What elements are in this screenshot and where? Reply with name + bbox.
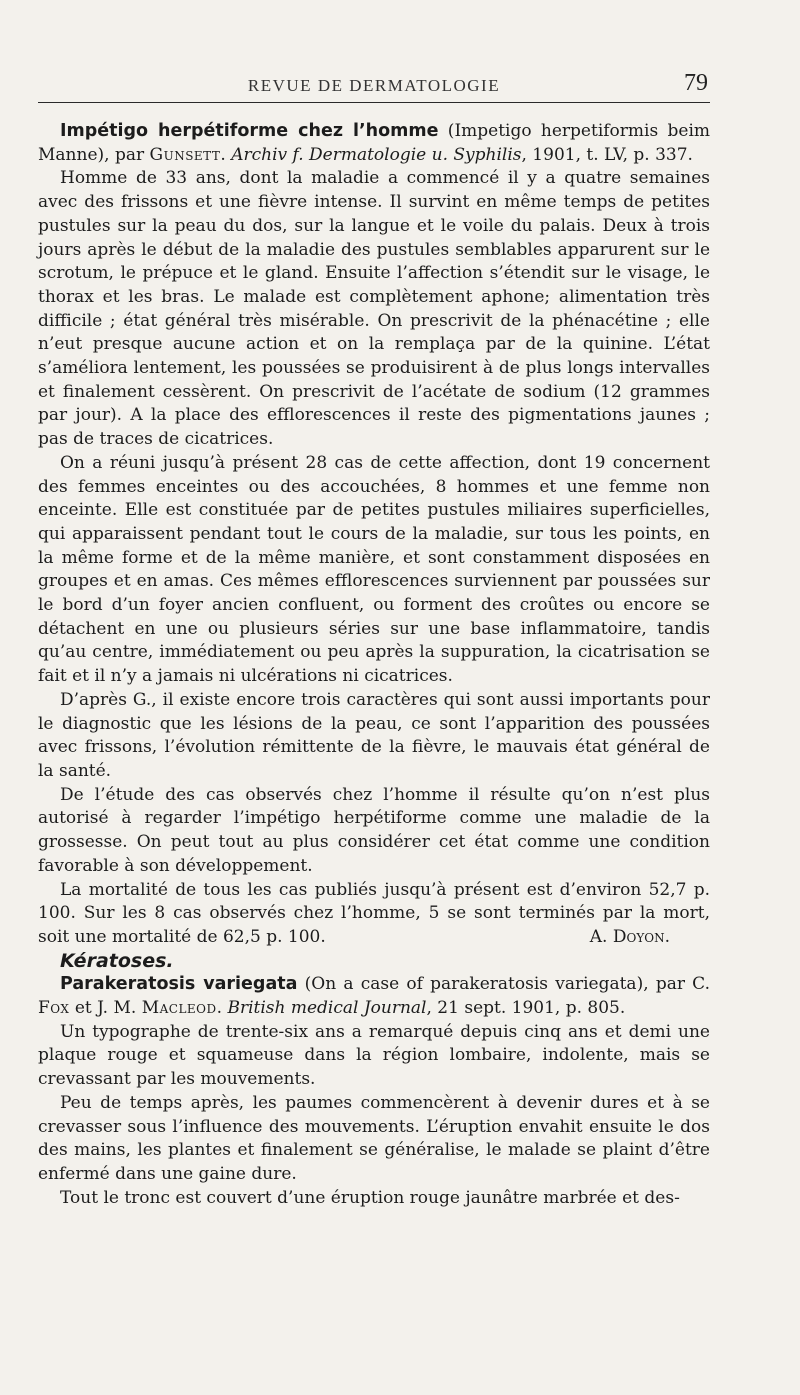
article-1-journal: Archiv f. Dermatologie u. Syphilis	[231, 144, 522, 165]
article-1-paragraph: On a réuni jusqu’à présent 28 cas de cette affection, dont 19 concernent des femmes enceintes ou des accouchées, 8 hommes et une femme non enceinte. Elle est constituée par de petites pustules miliaires superficielles, qui apparaissent pendant tout le cours de la maladie, sur tous les points, en la même forme et de la même manière, et sont constamment disposées en groupes et en amas. Ces mêmes efflorescences surviennent par poussées sur le bord d’un foyer ancien confluent, ou forment des croûtes ou encore se détachent en une ou plusieurs séries sur une base inflammatoire, tandis qu’au centre, immédiatement ou peu après la suppuration, la cicatrisation se fait et il n’y a jamais ni ulcérations ni cicatrices.	[38, 452, 710, 687]
section-title: Kératoses.	[60, 949, 174, 972]
article-2-title: Parakeratosis variegata	[60, 974, 298, 995]
article-1-last-paragraph	[38, 879, 710, 950]
article-2-paragraph: Un typographe de trente-six ans a remarqué depuis cinq ans et demi une plaque rouge et squameuse dans la région lombaire, indolente, mais se crevassant par les mouvements.	[38, 1021, 710, 1090]
article-1-heading	[38, 120, 710, 167]
article-1-paragraph-text: La mortalité de tous les cas publiés jusqu’à présent est d’environ 52,7 p. 100. Sur les 8 cas observés chez l’homme, 5 se sont terminés par la mort, soit une mortalité de 62,5 p. 100.	[38, 879, 710, 947]
article-2-author-1: Fox	[38, 998, 70, 1019]
article-2-subtitle: (On a case of parakeratosis variegata), par C.	[297, 974, 710, 995]
article-1-subtitle: (Impetigo herpetiformis beim Manne), par	[38, 121, 711, 165]
article-2-author-2: Macleod	[141, 998, 217, 1019]
page-header	[38, 72, 710, 103]
article-1-signature: A. Doyon.	[589, 926, 670, 947]
article-2-ref-sep: .	[216, 998, 228, 1019]
article-1-citation: , 1901, t. LV, p. 337.	[521, 144, 693, 165]
article-2-journal: British medical Journal	[227, 998, 427, 1019]
article-1-title: Impétigo herpétiforme chez l’homme	[60, 121, 439, 141]
article-2-citation: , 21 sept. 1901, p. 805.	[426, 998, 626, 1019]
article-2-heading	[38, 973, 710, 1020]
page-number: 79	[684, 70, 708, 96]
article-1-paragraph: Homme de 33 ans, dont la maladie a commencé il y a quatre semaines avec des frissons et une fièvre intense. Il survint en même temps de petites pustules sur la peau du dos, sur la langue et le voile du palais. Deux à trois jours après le début de la maladie des pustules semblables apparurent sur le scrotum, le prépuce et le gland. Ensuite l’affection s’étendit sur le visage, le thorax et les bras. Le malade est complètement aphone; alimentation très difficile ; état général très misérable. On prescrivit de la phénacétine ; elle n’eut presque aucune action et on la remplaça par de la quinine. L’état s’améliora lentement, les poussées se produisirent à de plus longs intervalles et finalement cessèrent. On prescrivit de l’acétate de sodium (12 grammes par jour). A la place des efflorescences il reste des pigmentations jaunes ; pas de traces de cicatrices.	[38, 168, 710, 450]
article-2-and: et J. M.	[69, 998, 142, 1019]
page-body	[38, 120, 710, 1210]
article-1-ref-sep: .	[220, 144, 232, 165]
article-2-paragraph: Tout le tronc est couvert d’une éruption rouge jaunâtre marbrée et des-	[60, 1187, 680, 1208]
article-1-author: Gunsett	[149, 144, 221, 165]
article-2-paragraph: Peu de temps après, les paumes commencèrent à devenir dures et à se crevasser sous l’influence des mouvements. L’éruption envahit ensuite le dos des mains, les plantes et finalement se généralise, le malade se plaint d’être enfermé dans une gaine dure.	[38, 1092, 710, 1184]
running-title: REVUE DE DERMATOLOGIE	[247, 76, 501, 95]
article-1-paragraph: D’après G., il existe encore trois caractères qui sont aussi importants pour le diagnostic que les lésions de la peau, ce sont l’apparition des poussées avec frissons, l’évolution rémittente de la fièvre, le mauvais état général de la santé.	[38, 689, 710, 781]
article-1-paragraph: De l’étude des cas observés chez l’homme il résulte qu’on n’est plus autorisé à regarder l’impétigo herpétiforme comme une maladie de la grossesse. On peut tout au plus considérer cet état comme une condition favorable à son développement.	[38, 784, 710, 876]
